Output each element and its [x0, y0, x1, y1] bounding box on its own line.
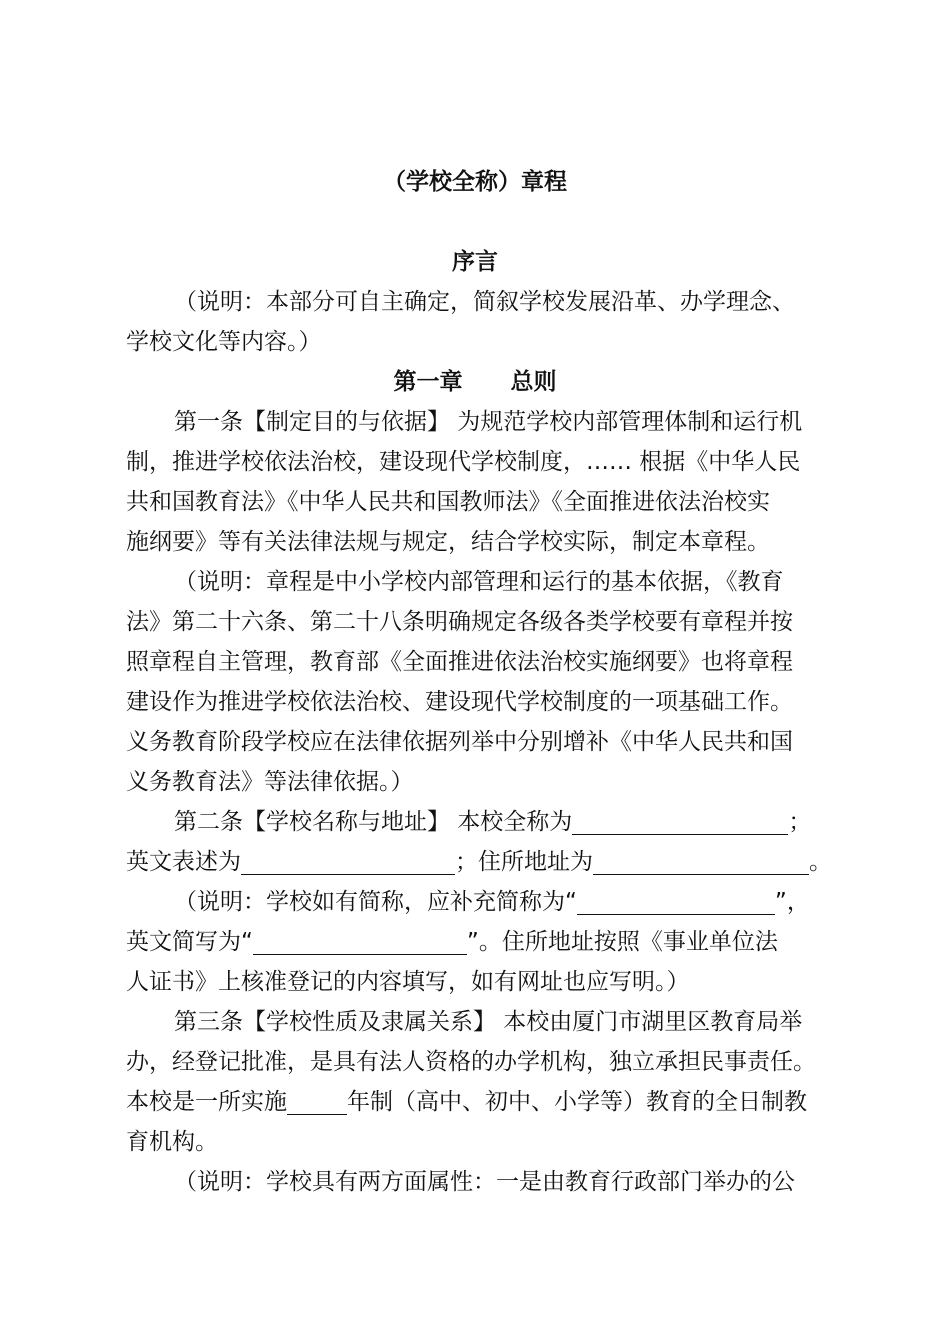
- article-2-note-text: 英文简写为“: [126, 929, 253, 955]
- address-blank[interactable]: [593, 846, 809, 875]
- preface-note-line: 学校文化等内容。）: [126, 329, 322, 355]
- article-1-note-line: 建设作为推进学校依法治校、建设现代学校制度的一项基础工作。: [126, 689, 793, 715]
- article-2-note-text: ”，: [774, 889, 810, 915]
- english-name-blank[interactable]: [241, 846, 455, 875]
- chapter-heading: [0, 362, 950, 402]
- article-2-line: [174, 802, 836, 842]
- article-2-text: 。: [809, 849, 832, 875]
- article-1-note-line: 义务教育法》等法律依据。）: [126, 769, 414, 795]
- article-1-line: 制，推进学校依法治校，建设现代学校制度，…… 根据《中华人民: [126, 449, 801, 475]
- article-2-line: [126, 842, 836, 882]
- article-2-text: ；: [788, 809, 812, 835]
- article-2-text: 第二条【学校名称与地址】 本校全称为: [174, 809, 573, 835]
- article-2-note-line: [126, 922, 836, 962]
- english-abbr-blank[interactable]: [253, 926, 467, 955]
- article-1-note-line: 法》第二十六条、第二十八条明确规定各级各类学校要有章程并按: [126, 609, 793, 635]
- article-3-line: [126, 1082, 836, 1122]
- article-2-note-text: ”。住所地址按照《事业单位法: [466, 929, 778, 955]
- article-3-line: 办，经登记批准，是具有法人资格的办学机构，独立承担民事责任。: [126, 1049, 816, 1075]
- article-2-text: ；住所地址为: [455, 849, 593, 875]
- article-1-note-line: （说明：章程是中小学校内部管理和运行的基本依据，《教育: [174, 569, 784, 595]
- article-3-note-line: （说明：学校具有两方面属性：一是由教育行政部门举办的公: [174, 1169, 795, 1195]
- article-2-note-line: [174, 882, 836, 922]
- short-name-blank[interactable]: [577, 886, 775, 915]
- school-name-blank[interactable]: [572, 806, 788, 835]
- article-3-line: 育机构。: [126, 1129, 218, 1155]
- years-blank[interactable]: [287, 1086, 347, 1115]
- preface-note-line: （说明：本部分可自主确定，简叙学校发展沿革、办学理念、: [174, 289, 795, 315]
- preface-heading: 序言: [452, 249, 498, 275]
- article-2-note-line: 人证书》上核准登记的内容填写，如有网址也应写明。）: [126, 969, 690, 995]
- chapter-number: 第一章: [393, 369, 463, 395]
- article-3-line: 第三条【学校性质及隶属关系】 本校由厦门市湖里区教育局举: [174, 1009, 803, 1035]
- document-title: （学校全称）章程: [383, 169, 567, 195]
- article-2-note-text: （说明：学校如有简称，应补充简称为“: [174, 889, 577, 915]
- article-1-line: 第一条【制定目的与依据】 为规范学校内部管理体制和运行机: [174, 409, 803, 435]
- article-3-text: 年制（高中、初中、小学等）教育的全日制教: [347, 1089, 807, 1115]
- article-1-line: 施纲要》等有关法律法规与规定，结合学校实际，制定本章程。: [126, 529, 770, 555]
- article-1-line: 共和国教育法》《中华人民共和国教师法》《全面推进依法治校实: [126, 489, 770, 515]
- chapter-title: 总则: [510, 369, 557, 395]
- article-1-note-line: 照章程自主管理，教育部《全面推进依法治校实施纲要》也将章程: [126, 649, 793, 675]
- article-3-text: 本校是一所实施: [126, 1089, 287, 1115]
- article-2-text: 英文表述为: [126, 849, 241, 875]
- article-1-note-line: 义务教育阶段学校应在法律依据列举中分别增补《中华人民共和国: [126, 729, 793, 755]
